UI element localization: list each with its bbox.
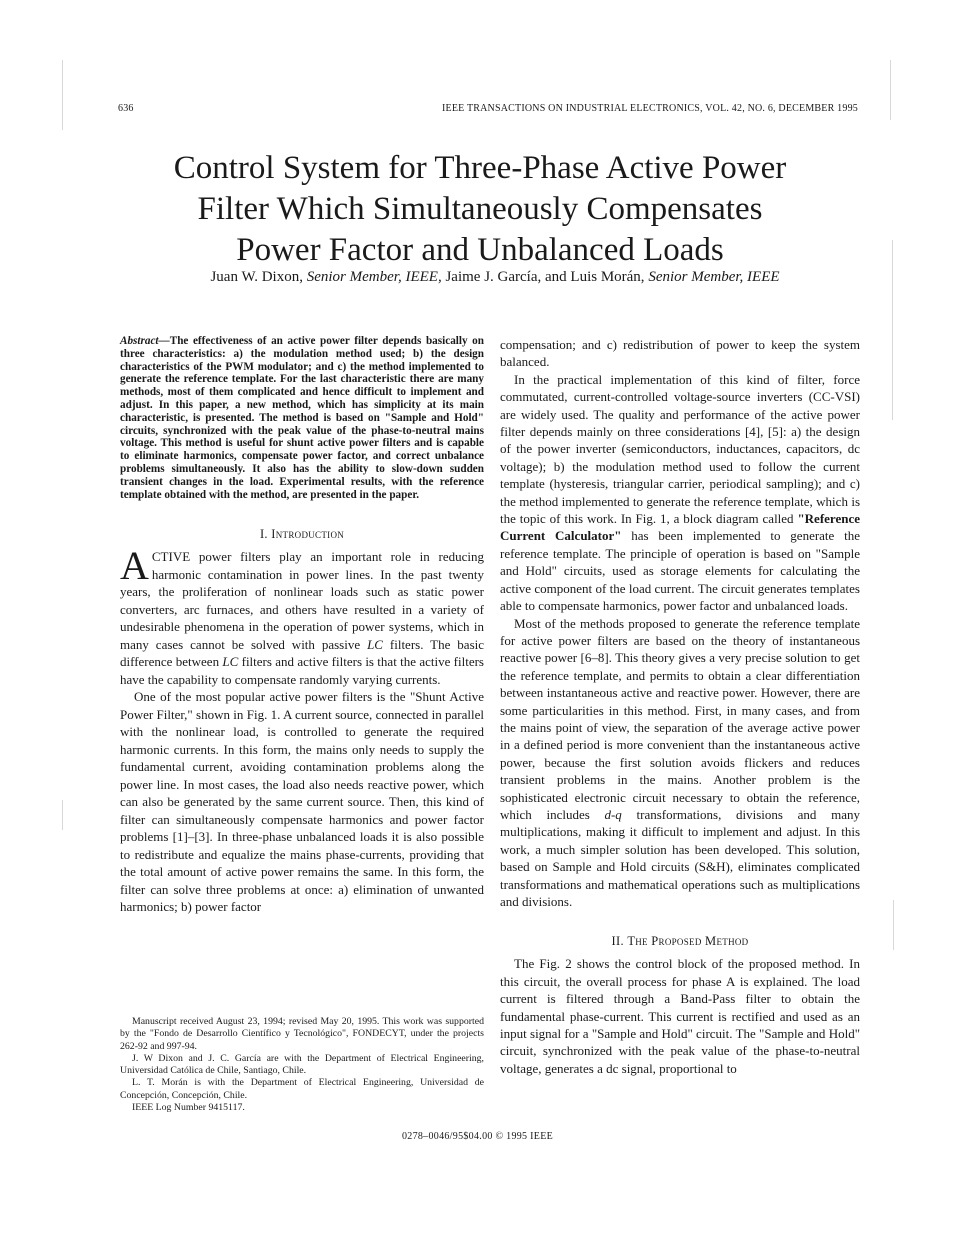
paragraph: ACTIVE power filters play an important role in reducing harmonic contamination in power lines. In the past twenty years, the proliferation of nonlinear loads such as static power converters, arc furnaces, and others have resulted in a variety of undesirable phenomena in the operation of power systems, which in many cases cannot be solved with passive LC filters. The basic difference between LC filters and active filters is that the active filters have the capability to compensate randomly varying currents.: [120, 543, 485, 687]
abstract-text: The effectiveness of an active power filter depends basically on three characteristics: a) the modulation method used; b) the design characteristics of the PWM modulator; and c) the method implemented to generate the reference template. For the last characteristic there are many methods, most of them complicated and hence difficult to implement and adjust. In this paper, a new method, which has simplicity at its main characteristic, is presented. The method is based on "Sample and Hold" circuits, synchronized with the peak value of the phase-to-neutral mains voltage. This method is useful for shunt active power filters and is capable to eliminate harmonics, compensate power factor, and correct unbalance problems simultaneously. It also has the ability to slow-down sudden transient changes in the load. Experimental results, with the reference template obtained with the method, are presented in the paper.: [120, 335, 484, 501]
author-role: Senior Member, IEEE: [648, 269, 780, 285]
title-line: Filter Which Simultaneously Compensates: [197, 191, 763, 227]
author-name: Juan W. Dixon,: [210, 269, 303, 285]
scan-edge-mark: [893, 900, 894, 950]
abstract-label: Abstract—: [120, 335, 170, 347]
author-role: Senior Member, IEEE,: [306, 269, 442, 285]
paragraph: One of the most popular active power filters is the "Shunt Active Power Filter," shown in Fig. 1. A current source, connected in parallel with the nonlinear load, is controlled to generate the required harmonic currents. In this form, the mains only needs to supply the fundamental current, avoiding contamination problems along the power line. In most cases, the load also needs reactive power, which can also be generated by the same current source. Then, this kind of filter can simultaneously compensate harmonics and power factor problems [1]–[3]. In three-phase unbalanced loads it is also possible to redistribute and equalize the mains phase-currents, providing that the total amount of active power remains the same. In this form, the filter can solve three problems at once: a) elimination of unwanted harmonics; b) power factor: [120, 689, 484, 915]
left-column: [120, 335, 484, 916]
paragraph: The Fig. 2 shows the control block of the proposed method. In this circuit, the overall process for phase A is explained. The load current is filtered through a Band-Pass filter to obtain the fundamental phase-current. This current is rectified and used as an input signal for a "Sample and Hold" circuit. The "Sample and Hold" circuit, synchronized with the peak value of the phase-to-neutral voltage, generates a dc signal, proportional to: [500, 956, 860, 1076]
section-heading: II. The Proposed Method: [611, 934, 749, 949]
paper-title: [100, 148, 860, 271]
author-list: [100, 269, 890, 286]
copyright-footer: 0278–0046/95$04.00 © 1995 IEEE: [401, 1131, 554, 1142]
footnote: IEEE Log Number 9415117.: [132, 1102, 245, 1114]
author-name: Jaime J. García, and Luis Morán,: [445, 269, 645, 285]
scan-edge-mark: [62, 800, 63, 830]
scan-edge-mark: [892, 240, 893, 420]
scan-edge-mark: [890, 60, 891, 120]
right-column: [500, 336, 860, 1077]
paragraph: In the practical implementation of this kind of filter, force commutated, current-controlled voltage-source inverters (CC-VSI) are widely used. The quality and performance of the active power filter depends mainly on three considerations [4], [5]: a) the design of the power inverter (semiconductors, inductances, capacitors, dc voltage); b) the modulation method used to follow the current template (hysteresis, triangular carrier, periodical sampling); and c) the method implemented to generate the reference template, which is the topic of this work. In Fig. 1, a block diagram called "Reference Current Calculator" has been implemented to generate the reference template. The principle of operation is based on "Sample and Hold" circuits, used as storage elements for calculating the active component of the load current. The circuit generates templates able to compensate harmonics, power factor and unbalanced loads.: [500, 371, 860, 614]
drop-cap: A: [120, 543, 149, 589]
footnote: L. T. Morán is with the Department of Electrical Engineering, Universidad de Concepción, Concepción, Chile.: [120, 1077, 484, 1101]
abstract: [120, 335, 484, 501]
footnote: J. W Dixon and J. C. García are with the Department of Electrical Engineering, Universidad Católica de Chile, Santiago, Chile.: [120, 1052, 484, 1077]
paragraph: Most of the methods proposed to generate the reference template for active power filters are based on the theory of instantaneous reactive power [6–8]. This theory gives a very precise solution to get the reference template, and permits to obtain a clear differentiation between instantaneous active and reactive power. However, there are some particularities in this method. First, in many cases, and from the mains point of view, the separation of the average active power in a defined period is more convenient than the instantaneous active power, because the first solution avoids flickers and reduces transient problems in the mains. Another problem is the sophisticated electronic circuit necessary to obtain the reference, which includes d-q transformations, divisions and many multiplications, making it difficult to implement and adjust. In this work, a much simpler solution has been developed. This solution, based on Sample and Hold circuits (S&H), eliminates complicated transformations and mathematical operations such as multiplications and divisions.: [500, 615, 861, 909]
scan-edge-mark: [62, 60, 63, 130]
paragraph: compensation; and c) redistribution of power to keep the system balanced.: [500, 337, 860, 370]
title-line: Power Factor and Unbalanced Loads: [236, 232, 724, 268]
title-line: Control System for Three-Phase Active Power: [173, 150, 787, 186]
footnotes: [120, 1016, 484, 1114]
footnote: Manuscript received August 23, 1994; revised May 20, 1995. This work was supported by the "Fondo de Desarrollo Científico y Tecnológico", FONDECYT, under the projects 262-92 and 997-94.: [120, 1016, 484, 1052]
journal-header: IEEE TRANSACTIONS ON INDUSTRIAL ELECTRONICS, VOL. 42, NO. 6, DECEMBER 1995: [441, 103, 858, 114]
page-number: 636: [118, 103, 134, 114]
section-heading: I. Introduction: [259, 527, 345, 542]
